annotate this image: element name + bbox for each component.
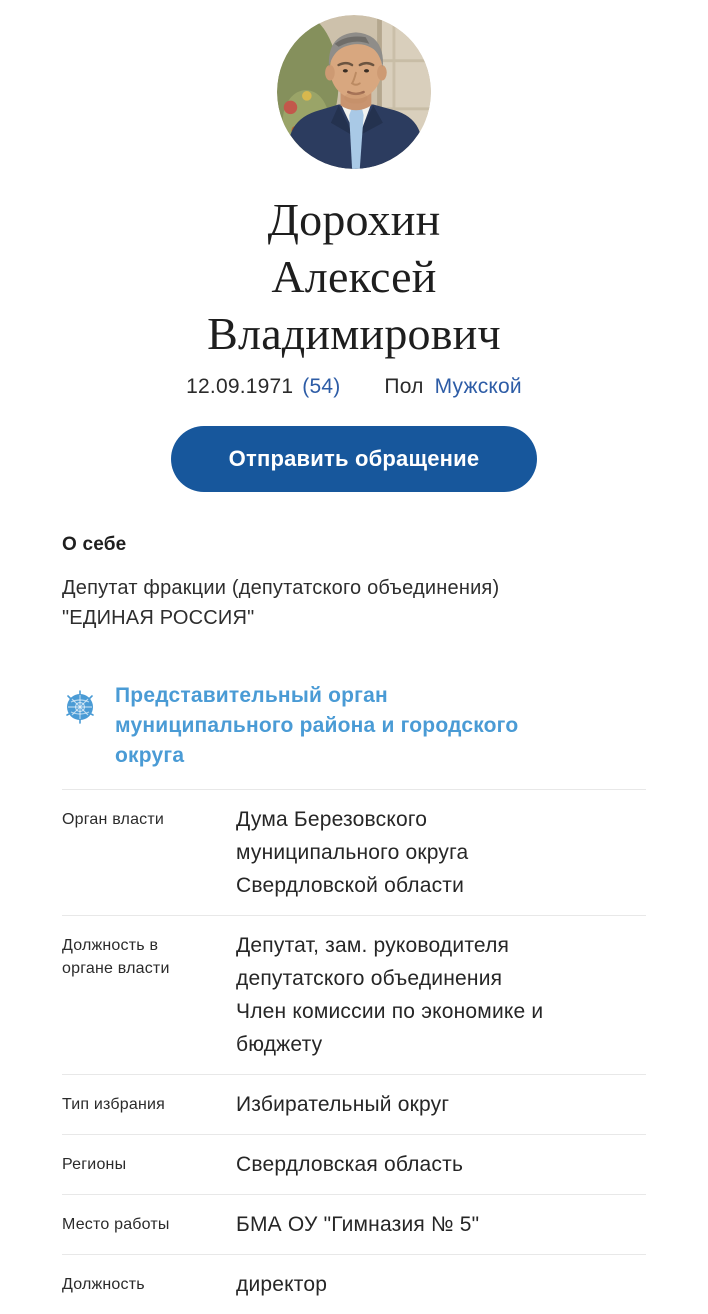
table-row	[62, 789, 646, 915]
mandate-header	[62, 681, 646, 771]
first-name: Алексей	[271, 251, 437, 302]
last-name: Дорохин	[267, 194, 441, 245]
table-row	[62, 1194, 646, 1254]
mandate-heading-link[interactable]: Представительный орган муниципального района и городского округа	[115, 684, 519, 767]
gender-label: Пол	[384, 375, 424, 398]
row-label: Тип избрания	[62, 1096, 166, 1113]
send-appeal-button[interactable]: Отправить обращение	[171, 426, 537, 492]
row-label: Орган власти	[62, 811, 165, 828]
table-row	[62, 1134, 646, 1194]
profile-photo	[277, 15, 431, 169]
mandate-table	[62, 789, 646, 1314]
birth-date: 12.09.1971	[186, 375, 294, 398]
table-row	[62, 1074, 646, 1134]
row-value: БМА ОУ "Гимназия № 5"	[236, 1213, 480, 1236]
mandate-section	[0, 681, 708, 1314]
profile-meta	[0, 375, 708, 399]
municipal-emblem-icon	[62, 689, 98, 725]
row-value: Избирательный округ	[236, 1093, 450, 1116]
table-row	[62, 1254, 646, 1314]
profile-header	[0, 0, 708, 492]
age-link[interactable]: (54)	[302, 375, 341, 398]
about-text: Депутат фракции (депутатского объединения) "ЕДИНАЯ РОССИЯ"	[62, 577, 500, 629]
row-value: Свердловская область	[236, 1153, 464, 1176]
about-title: О себе	[62, 534, 127, 555]
row-label: Регионы	[62, 1156, 127, 1173]
middle-name: Владимирович	[207, 308, 501, 359]
row-label: Должность	[62, 1276, 145, 1293]
profile-name	[0, 191, 708, 362]
row-label: Должность в органе власти	[62, 937, 170, 977]
gender-link[interactable]: Мужской	[434, 375, 522, 398]
about-section	[0, 534, 708, 633]
table-row	[62, 915, 646, 1074]
row-value: Дума Березовского муниципального округа Свердловской области	[236, 808, 469, 897]
row-value: директор	[236, 1273, 328, 1296]
row-value: Депутат, зам. руководителя депутатского объединения Член комиссии по экономике и бюджету	[236, 934, 544, 1056]
row-label: Место работы	[62, 1216, 170, 1233]
